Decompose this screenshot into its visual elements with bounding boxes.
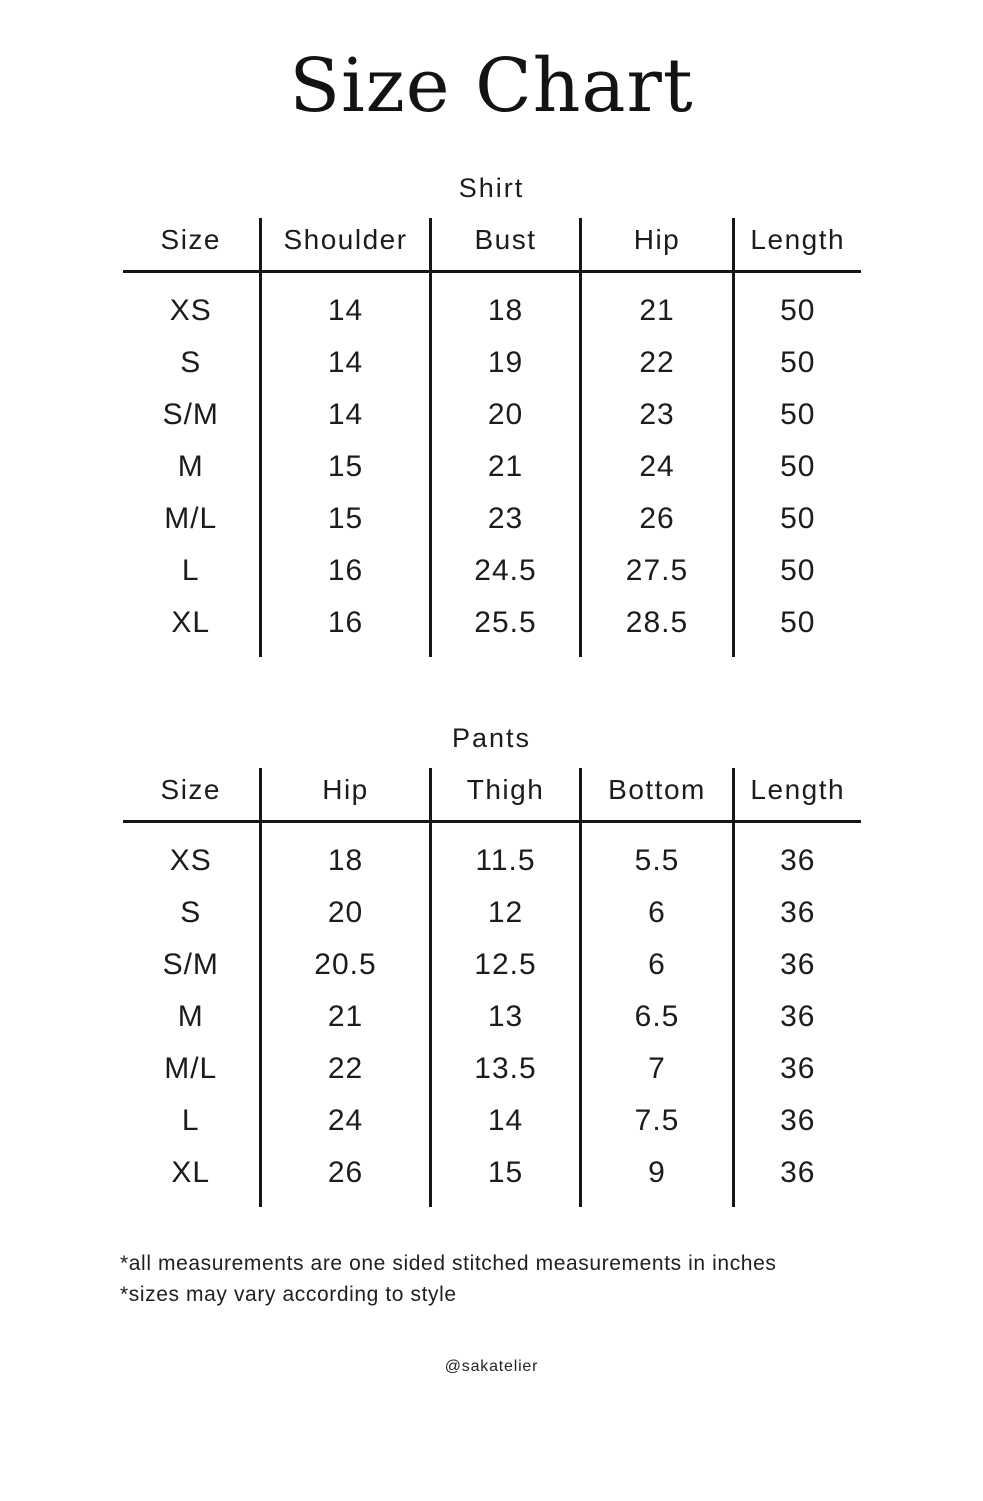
measurement-cell: 24.5 bbox=[431, 545, 581, 597]
size-cell: XL bbox=[171, 1156, 211, 1190]
table-row bbox=[123, 545, 861, 597]
size-cell: L bbox=[181, 554, 200, 588]
measurement-cell: 36 bbox=[734, 1043, 861, 1095]
table-row bbox=[123, 887, 861, 939]
page-title: Size Chart bbox=[289, 43, 694, 129]
size-cell: XS bbox=[169, 294, 212, 328]
measurement-cell: 18 bbox=[261, 822, 431, 888]
size-cell: M/L bbox=[164, 1052, 218, 1086]
size-cell: M bbox=[177, 1000, 204, 1034]
measurement-cell: 16 bbox=[261, 597, 431, 657]
measurement-cell: 7.5 bbox=[581, 1095, 734, 1147]
measurement-cell: 13.5 bbox=[431, 1043, 581, 1095]
measurement-cell: 20 bbox=[431, 389, 581, 441]
measurement-cell: 6.5 bbox=[581, 991, 734, 1043]
measurement-cell: 27.5 bbox=[581, 545, 734, 597]
measurement-cell: 14 bbox=[431, 1095, 581, 1147]
pants-table-header bbox=[123, 768, 861, 822]
pants-size-table bbox=[123, 768, 861, 1207]
footnote-sizes-vary: *sizes may vary according to style bbox=[120, 1282, 457, 1306]
column-header: Hip bbox=[261, 768, 431, 822]
measurement-cell: 13 bbox=[431, 991, 581, 1043]
measurement-cell: 6 bbox=[581, 887, 734, 939]
measurement-cell: 36 bbox=[734, 1095, 861, 1147]
measurement-cell: 24 bbox=[261, 1095, 431, 1147]
measurement-cell: 21 bbox=[261, 991, 431, 1043]
measurement-cell: 26 bbox=[581, 493, 734, 545]
measurement-cell: 15 bbox=[261, 493, 431, 545]
measurement-cell: 50 bbox=[734, 441, 861, 493]
table-row bbox=[123, 493, 861, 545]
measurement-cell: 22 bbox=[261, 1043, 431, 1095]
column-header: Bottom bbox=[581, 768, 734, 822]
table-row bbox=[123, 991, 861, 1043]
social-handle: @sakatelier bbox=[444, 1358, 539, 1376]
column-header: Length bbox=[734, 768, 861, 822]
measurement-cell: 21 bbox=[431, 441, 581, 493]
size-cell: S/M bbox=[162, 948, 219, 982]
footnote-measurements: *all measurements are one sided stitched measurements in inches bbox=[120, 1252, 777, 1276]
size-cell: S bbox=[180, 896, 202, 930]
shirt-size-table bbox=[123, 218, 861, 657]
measurement-cell: 20 bbox=[261, 887, 431, 939]
table-row bbox=[123, 597, 861, 657]
measurement-cell: 50 bbox=[734, 272, 861, 338]
header-row bbox=[123, 768, 861, 822]
measurement-cell: 18 bbox=[431, 272, 581, 338]
measurement-cell: 23 bbox=[431, 493, 581, 545]
measurement-cell: 14 bbox=[261, 389, 431, 441]
column-header: Size bbox=[123, 768, 261, 822]
column-header: Length bbox=[734, 218, 861, 272]
measurement-cell: 19 bbox=[431, 337, 581, 389]
column-header: Shoulder bbox=[261, 218, 431, 272]
measurement-cell: 15 bbox=[431, 1147, 581, 1207]
measurement-cell: 22 bbox=[581, 337, 734, 389]
column-header: Size bbox=[123, 218, 261, 272]
table-row bbox=[123, 389, 861, 441]
column-header: Thigh bbox=[431, 768, 581, 822]
measurement-cell: 36 bbox=[734, 939, 861, 991]
measurement-cell: 50 bbox=[734, 389, 861, 441]
measurement-cell: 15 bbox=[261, 441, 431, 493]
header-row bbox=[123, 218, 861, 272]
measurement-cell: 24 bbox=[581, 441, 734, 493]
table-row bbox=[123, 822, 861, 888]
table-row bbox=[123, 1147, 861, 1207]
measurement-cell: 14 bbox=[261, 272, 431, 338]
measurement-cell: 5.5 bbox=[581, 822, 734, 888]
measurement-cell: 23 bbox=[581, 389, 734, 441]
column-header: Bust bbox=[431, 218, 581, 272]
table-row bbox=[123, 939, 861, 991]
measurement-cell: 28.5 bbox=[581, 597, 734, 657]
table-row bbox=[123, 441, 861, 493]
measurement-cell: 11.5 bbox=[431, 822, 581, 888]
measurement-cell: 50 bbox=[734, 337, 861, 389]
pants-table-body bbox=[123, 822, 861, 1208]
measurement-cell: 20.5 bbox=[261, 939, 431, 991]
measurement-cell: 25.5 bbox=[431, 597, 581, 657]
measurement-cell: 14 bbox=[261, 337, 431, 389]
measurement-cell: 16 bbox=[261, 545, 431, 597]
measurement-cell: 50 bbox=[734, 493, 861, 545]
measurement-cell: 26 bbox=[261, 1147, 431, 1207]
measurement-cell: 36 bbox=[734, 887, 861, 939]
shirt-table-body bbox=[123, 272, 861, 658]
size-cell: S bbox=[180, 346, 202, 380]
measurement-cell: 9 bbox=[581, 1147, 734, 1207]
measurement-cell: 21 bbox=[581, 272, 734, 338]
table-row bbox=[123, 337, 861, 389]
table-row bbox=[123, 272, 861, 338]
measurement-cell: 36 bbox=[734, 822, 861, 888]
shirt-section-label: Shirt bbox=[458, 173, 525, 204]
measurement-cell: 7 bbox=[581, 1043, 734, 1095]
size-cell: M bbox=[177, 450, 204, 484]
footnotes bbox=[120, 1249, 983, 1310]
measurement-cell: 50 bbox=[734, 545, 861, 597]
measurement-cell: 36 bbox=[734, 1147, 861, 1207]
size-cell: S/M bbox=[162, 398, 219, 432]
table-row bbox=[123, 1095, 861, 1147]
column-header: Hip bbox=[581, 218, 734, 272]
measurement-cell: 6 bbox=[581, 939, 734, 991]
shirt-table-header bbox=[123, 218, 861, 272]
measurement-cell: 12 bbox=[431, 887, 581, 939]
size-cell: XS bbox=[169, 844, 212, 878]
pants-section-label: Pants bbox=[451, 723, 532, 754]
size-cell: XL bbox=[171, 606, 211, 640]
measurement-cell: 12.5 bbox=[431, 939, 581, 991]
size-cell: L bbox=[181, 1104, 200, 1138]
table-row bbox=[123, 1043, 861, 1095]
size-cell: M/L bbox=[164, 502, 218, 536]
measurement-cell: 50 bbox=[734, 597, 861, 657]
measurement-cell: 36 bbox=[734, 991, 861, 1043]
